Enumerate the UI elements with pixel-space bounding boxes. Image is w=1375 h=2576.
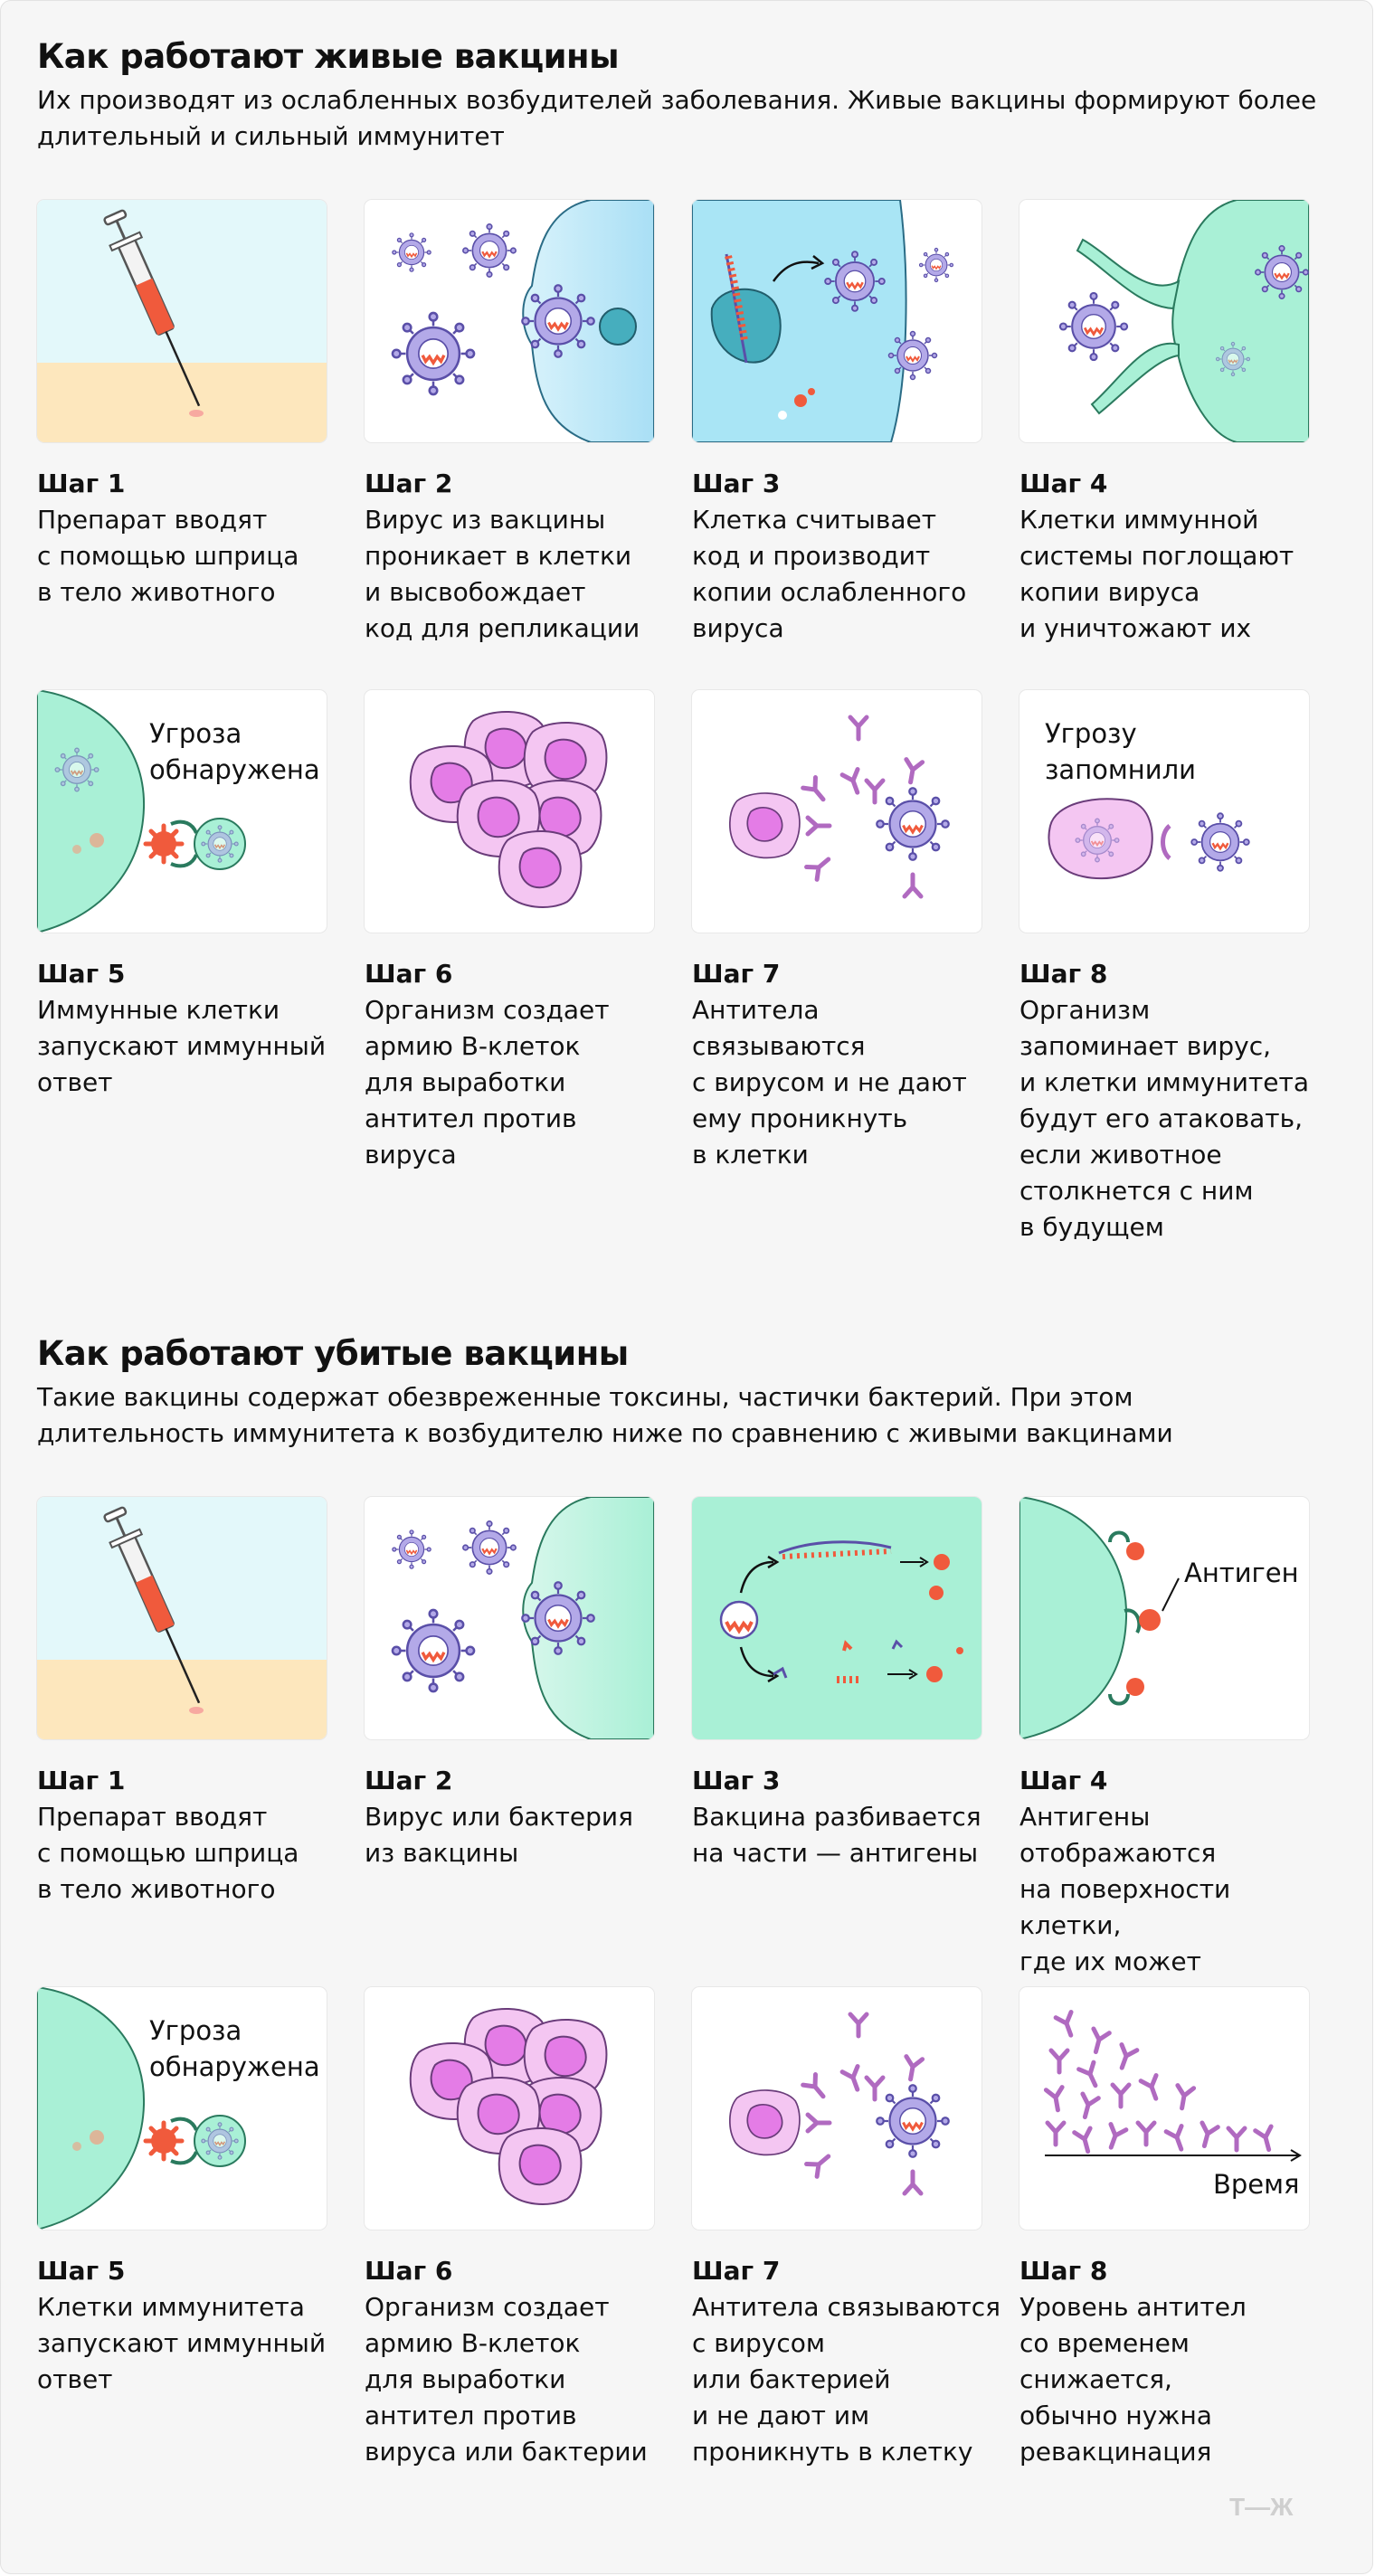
section-description: Такие вакцины содержат обезвреженные токсины, частички бактерий. При этом длительность иммунитета к возбудителю ниже по сравнению с живыми вакцинами bbox=[37, 1382, 1173, 1448]
cell-replicates-virus-illustration bbox=[692, 200, 981, 442]
step-label: Шаг 4 bbox=[1019, 1766, 1108, 1795]
step-label: Шаг 3 bbox=[692, 1766, 781, 1795]
step-label: Шаг 6 bbox=[365, 959, 453, 989]
antigen-annotation: Антиген bbox=[1184, 1558, 1299, 1588]
step-description: Клетки иммунной системы поглощают копии вируса и уничтожают их bbox=[1019, 505, 1294, 643]
step-label: Шаг 5 bbox=[37, 959, 126, 989]
step-description: Препарат вводят с помощью шприца в тело животного bbox=[37, 1802, 299, 1904]
antigen-on-cell-surface-illustration bbox=[1019, 1497, 1309, 1739]
memory-cell-illustration bbox=[1019, 690, 1309, 933]
section-title: Как работают живые вакцины bbox=[37, 37, 620, 76]
antibodies-bind-virus-illustration bbox=[692, 690, 981, 933]
virus-enters-cell-illustration bbox=[365, 200, 654, 442]
killed-vaccines-section bbox=[37, 1334, 1340, 1452]
step-label: Шаг 7 bbox=[692, 959, 781, 989]
step-description: Антигены отображаются на поверхности клетки, где их может bbox=[1019, 1802, 1231, 1976]
b-cells-illustration bbox=[365, 690, 654, 933]
step-label: Шаг 8 bbox=[1019, 959, 1108, 989]
step-label: Шаг 8 bbox=[1019, 2256, 1108, 2286]
step-description: Антитела связываются с вирусом или бактерией и не дают им проникнуть в клетку bbox=[692, 2292, 1000, 2467]
step-description: Клетки иммунитета запускают иммунный ответ bbox=[37, 2292, 327, 2394]
syringe-illustration bbox=[37, 1497, 327, 1739]
step-description: Уровень антител со временем снижается, обычно нужна ревакцинация bbox=[1019, 2292, 1247, 2467]
logo-text: Т—Ж bbox=[1229, 2493, 1294, 2521]
step-label: Шаг 5 bbox=[37, 2256, 126, 2286]
annotation-line-1: Угроза bbox=[149, 718, 242, 749]
step-description: Препарат вводят с помощью шприца в тело животного bbox=[37, 505, 299, 607]
immune-cell-engulfs-virus-illustration bbox=[1019, 200, 1309, 442]
step-label: Шаг 2 bbox=[365, 1766, 453, 1795]
annotation-line-1: Угроза bbox=[149, 2015, 242, 2046]
threat-detected-illustration bbox=[37, 1987, 327, 2230]
step-label: Шаг 3 bbox=[692, 469, 781, 498]
step-label: Шаг 1 bbox=[37, 1766, 126, 1795]
threat-detected-illustration bbox=[37, 690, 327, 933]
step-description: Иммунные клетки запускают иммунный ответ bbox=[37, 995, 327, 1097]
live-vaccines-section bbox=[37, 37, 1340, 155]
step-description: Антитела связываются с вирусом и не дают ему проникнуть в клетки bbox=[692, 995, 967, 1170]
step-description: Вирус из вакцины проникает в клетки и высвобождает код для репликации bbox=[365, 505, 640, 643]
step-description: Организм создает армию В-клеток для выработки антител против вируса или бактерии bbox=[365, 2292, 648, 2467]
antibodies-bind-virus-illustration bbox=[692, 1987, 981, 2230]
step-label: Шаг 4 bbox=[1019, 469, 1108, 498]
step-description: Вакцина разбивается на части — антигены bbox=[692, 1802, 981, 1868]
time-axis-label: Время bbox=[1213, 2169, 1300, 2200]
step-description: Клетка считывает код и производит копии ослабленного вируса bbox=[692, 505, 967, 643]
step-label: Шаг 7 bbox=[692, 2256, 781, 2286]
annotation-line-1: Угрозу bbox=[1045, 718, 1137, 749]
section-title: Как работают убитые вакцины bbox=[37, 1334, 629, 1373]
annotation-line-2: обнаружена bbox=[149, 754, 320, 785]
step-label: Шаг 1 bbox=[37, 469, 126, 498]
annotation-line-2: запомнили bbox=[1045, 754, 1196, 785]
antibody-level-over-time-illustration bbox=[1019, 1987, 1309, 2230]
step-description: Вирус или бактерия из вакцины bbox=[365, 1802, 633, 1868]
vaccine-breaks-into-antigens-illustration bbox=[692, 1497, 981, 1739]
step-description: Организм создает армию В-клеток для выработки антител против вируса bbox=[365, 995, 610, 1170]
step-description: Организм запоминает вирус, и клетки иммунитета будут его атаковать, если животное столкнется с ним в будущем bbox=[1019, 995, 1309, 1242]
b-cells-illustration bbox=[365, 1987, 654, 2230]
step-label: Шаг 2 bbox=[365, 469, 453, 498]
section-description: Их производят из ослабленных возбудителей заболевания. Живые вакцины формируют более длительный и сильный иммунитет bbox=[37, 85, 1317, 151]
syringe-illustration bbox=[37, 200, 327, 442]
tzh-logo bbox=[1229, 2488, 1340, 2524]
annotation-line-2: обнаружена bbox=[149, 2051, 320, 2082]
step-label: Шаг 6 bbox=[365, 2256, 453, 2286]
virus-or-bacteria-illustration bbox=[365, 1497, 654, 1739]
